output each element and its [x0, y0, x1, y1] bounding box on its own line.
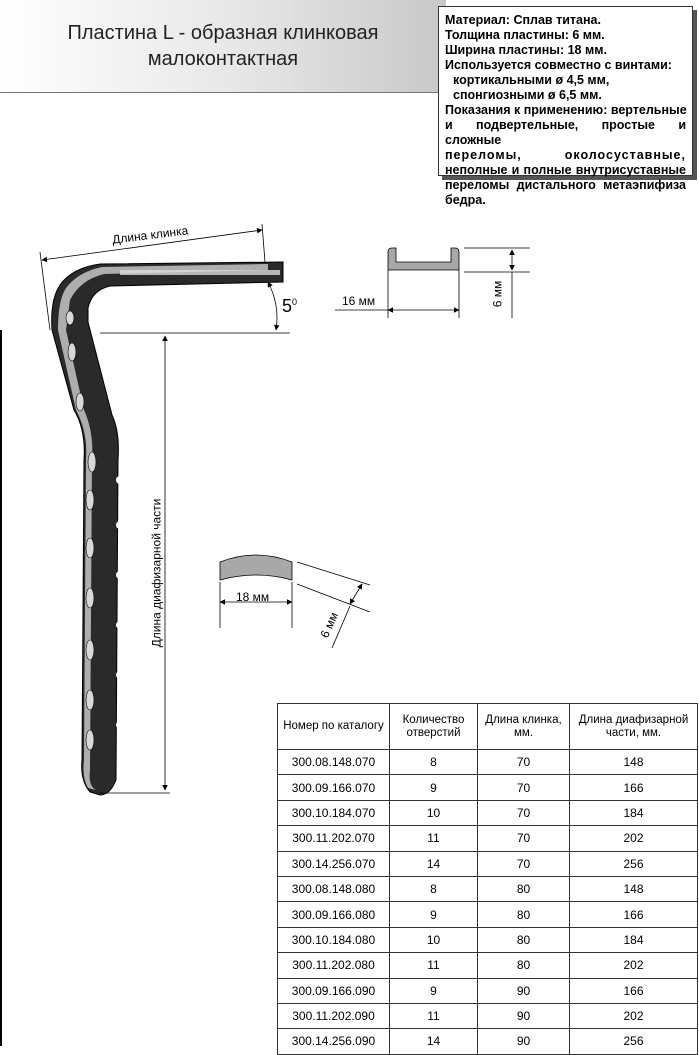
header-blade-length: Длина клинка, мм.: [478, 704, 570, 750]
shaft-profile: [220, 555, 292, 580]
angle-label: [282, 296, 297, 317]
hole-count-cell: 8: [390, 876, 478, 901]
header-catalog-number: Номер по каталогу: [278, 704, 390, 750]
hole-count-cell: 9: [390, 902, 478, 927]
angle-unit: 0: [292, 297, 298, 307]
spec-screws-cancellous: спонгиозными ø 6,5 мм.: [453, 88, 602, 102]
spec-indications-2: и подвертельные, простые и сложные: [445, 118, 686, 147]
hole-count-cell: 14: [390, 1029, 478, 1054]
title-line-1: Пластина L - образная клинковая: [67, 22, 379, 44]
catalog-number-cell: 300.14.256.090: [278, 1029, 390, 1054]
blade-profile-height-label: 6 мм: [490, 280, 505, 308]
catalog-number-cell: 300.11.202.080: [278, 953, 390, 978]
spec-thickness: Толщина пластины: 6 мм.: [445, 28, 605, 42]
blade-length-cell: 80: [478, 953, 570, 978]
blade-length-label: Длина клинка: [111, 223, 189, 247]
hole-count-cell: 8: [390, 750, 478, 775]
catalog-table: [277, 703, 698, 1055]
table-row: [278, 851, 698, 876]
diaphysis-length-cell: 184: [570, 800, 698, 825]
spec-indications-6: бедра.: [445, 193, 486, 207]
blade-profile-width-label: 16 мм: [342, 294, 376, 308]
diaphysis-length-cell: 166: [570, 978, 698, 1003]
diaphysis-length-cell: 202: [570, 953, 698, 978]
table-row: [278, 800, 698, 825]
table-row: [278, 953, 698, 978]
table-row: [278, 978, 698, 1003]
catalog-number-cell: 300.09.166.090: [278, 978, 390, 1003]
blade-length-cell: 90: [478, 1029, 570, 1054]
spec-screws-cortical: кортикальными ø 4,5 мм,: [453, 73, 610, 87]
catalog-number-cell: 300.08.148.080: [278, 876, 390, 901]
hole-count-cell: 11: [390, 953, 478, 978]
hole-count-cell: 10: [390, 927, 478, 952]
blade-length-cell: 70: [478, 800, 570, 825]
title-line-2: малоконтактная: [147, 48, 299, 70]
spec-material: Материал: Сплав титана.: [445, 13, 601, 27]
diaphysis-length-cell: 184: [570, 927, 698, 952]
spec-indications-5: переломы дистального метаэпифиза: [445, 178, 686, 192]
diaphysis-length-cell: 256: [570, 1029, 698, 1054]
angle-value: 5: [282, 296, 293, 316]
header-diaphysis-length: Длина диафизарной части, мм.: [570, 704, 698, 750]
catalog-number-cell: 300.10.184.070: [278, 800, 390, 825]
shaft-profile-height-label: 6 мм: [317, 610, 342, 640]
table-row: [278, 876, 698, 901]
diaphysis-length-cell: 148: [570, 750, 698, 775]
blade-length-cell: 80: [478, 876, 570, 901]
catalog-number-cell: 300.14.256.070: [278, 851, 390, 876]
blade-length-cell: 90: [478, 978, 570, 1003]
table-row: [278, 826, 698, 851]
diaphysis-length-cell: 166: [570, 902, 698, 927]
blade-length-cell: 70: [478, 750, 570, 775]
diaphysis-length-cell: 202: [570, 826, 698, 851]
table-row: [278, 1003, 698, 1028]
table-row: [278, 775, 698, 800]
spec-indications-4: неполные и полные внутрисуставные: [445, 163, 686, 177]
blade-length-cell: 70: [478, 851, 570, 876]
spec-width: Ширина пластины: 18 мм.: [445, 43, 607, 57]
hole-count-cell: 9: [390, 775, 478, 800]
blade-length-cell: 70: [478, 826, 570, 851]
blade-length-cell: 70: [478, 775, 570, 800]
blade-slot: [120, 270, 280, 275]
catalog-number-cell: 300.11.202.090: [278, 1003, 390, 1028]
diaphysis-length-label: Длина диафизарной части: [149, 498, 164, 648]
diaphysis-length-cell: 148: [570, 876, 698, 901]
spec-screws-intro: Используется совместно с винтами:: [445, 58, 672, 72]
catalog-number-cell: 300.08.148.070: [278, 750, 390, 775]
blade-length-cell: 80: [478, 927, 570, 952]
table-header-row: [278, 704, 698, 750]
diaphysis-length-cell: 166: [570, 775, 698, 800]
shaft-profile-width-label: 18 мм: [236, 590, 270, 604]
table-row: [278, 750, 698, 775]
blade-profile: [388, 248, 459, 270]
header-hole-count: Количество отверстий: [390, 704, 478, 750]
hole-count-cell: 11: [390, 1003, 478, 1028]
catalog-number-cell: 300.09.166.080: [278, 902, 390, 927]
hole-count-cell: 11: [390, 826, 478, 851]
blade-length-cell: 80: [478, 902, 570, 927]
catalog-number-cell: 300.10.184.080: [278, 927, 390, 952]
hole-count-cell: 9: [390, 978, 478, 1003]
hole-count-cell: 14: [390, 851, 478, 876]
catalog-number-cell: 300.11.202.070: [278, 826, 390, 851]
diaphysis-length-cell: 202: [570, 1003, 698, 1028]
diaphysis-length-cell: 256: [570, 851, 698, 876]
catalog-number-cell: 300.09.166.070: [278, 775, 390, 800]
table-row: [278, 902, 698, 927]
hole-count-cell: 10: [390, 800, 478, 825]
spec-indications-3: переломы, околосуставные,: [445, 148, 686, 162]
table-row: [278, 927, 698, 952]
table-row: [278, 1029, 698, 1054]
blade-length-cell: 90: [478, 1003, 570, 1028]
spec-indications-1: Показания к применению: вертельные: [445, 103, 687, 117]
